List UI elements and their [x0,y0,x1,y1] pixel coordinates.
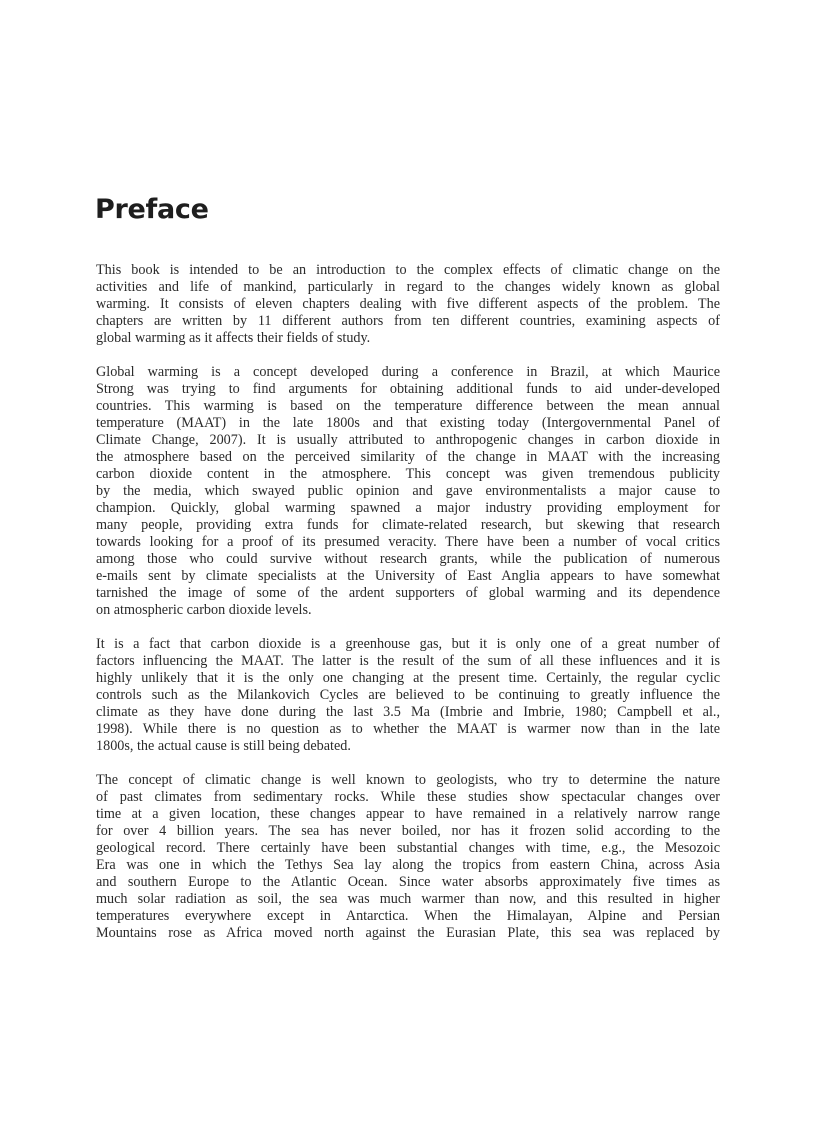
text-line: factors influencing the MAAT. The latter is the result of the sum of all these influences and it is [96,653,720,669]
text-line: Era was one in which the Tethys Sea lay along the tropics from eastern China, across Asia [96,857,720,873]
paragraph-3 [96,636,720,755]
text-line: Strong was trying to find arguments for obtaining additional funds to aid under-developed [96,381,720,397]
text-line: global warming as it affects their fields of study. [96,330,371,346]
text-line: e-mails sent by climate specialists at the University of East Anglia appears to have somewhat [96,568,720,584]
text-line: Climate Change, 2007). It is usually attributed to anthropogenic changes in carbon dioxide in [96,432,720,448]
text-line: countries. This warming is based on the temperature difference between the mean annual [96,398,720,414]
paragraph-4 [96,772,720,942]
text-line: towards looking for a proof of its presumed veracity. There have been a number of vocal critics [96,534,720,550]
text-line: chapters are written by 11 different authors from ten different countries, examining aspects of [96,313,720,329]
text-line: geological record. There certainly have been substantial changes with time, e.g., the Mesozoic [96,840,720,856]
text-line: Mountains rose as Africa moved north against the Eurasian Plate, this sea was replaced by [96,925,720,941]
text-line: on atmospheric carbon dioxide levels. [96,602,312,618]
text-line: Global warming is a concept developed during a conference in Brazil, at which Maurice [96,364,720,380]
text-line: temperature (MAAT) in the late 1800s and that existing today (Intergovernmental Panel of [96,415,720,431]
page-title: Preface [95,194,209,225]
text-line: highly unlikely that it is the only one changing at the present time. Certainly, the regular cyclic [96,670,720,686]
text-line: much solar radiation as soil, the sea was much warmer than now, and this resulted in higher [96,891,720,907]
text-line: tarnished the image of some of the ardent supporters of global warming and its dependence [96,585,720,601]
text-line: activities and life of mankind, particularly in regard to the changes widely known as global [96,279,720,295]
text-line: temperatures everywhere except in Antarctica. When the Himalayan, Alpine and Persian [96,908,720,924]
text-line: warming. It consists of eleven chapters dealing with five different aspects of the problem. The [96,296,720,312]
text-line: This book is intended to be an introduction to the complex effects of climatic change on the [96,262,720,278]
text-line: champion. Quickly, global warming spawned a major industry providing employment for [96,500,720,516]
text-line: by the media, which swayed public opinion and gave environmentalists a major cause to [96,483,720,499]
text-line: climate as they have done during the last 3.5 Ma (Imbrie and Imbrie, 1980; Campbell et al., [96,704,720,720]
text-line: controls such as the Milankovich Cycles are believed to be continuing to greatly influence the [96,687,720,703]
text-line: It is a fact that carbon dioxide is a greenhouse gas, but it is only one of a great number of [96,636,720,652]
paragraph-2 [96,364,720,619]
text-line: among those who could survive without research grants, while the publication of numerous [96,551,720,567]
text-line: of past climates from sedimentary rocks. While these studies show spectacular changes over [96,789,720,805]
paragraph-1 [96,262,720,347]
text-line: carbon dioxide content in the atmosphere. This concept was given tremendous publicity [96,466,720,482]
preface-body [96,262,720,959]
text-line: many people, providing extra funds for climate-related research, but skewing that research [96,517,720,533]
text-line: The concept of climatic change is well known to geologists, who try to determine the nature [96,772,720,788]
text-line: time at a given location, these changes appear to have remained in a relatively narrow range [96,806,720,822]
text-line: 1998). While there is no question as to whether the MAAT is warmer now than in the late [96,721,720,737]
text-line: and southern Europe to the Atlantic Ocean. Since water absorbs approximately five times as [96,874,720,890]
text-line: the atmosphere based on the perceived similarity of the change in MAAT with the increasing [96,449,720,465]
text-line: for over 4 billion years. The sea has never boiled, nor has it frozen solid according to the [96,823,720,839]
text-line: 1800s, the actual cause is still being debated. [96,738,351,754]
